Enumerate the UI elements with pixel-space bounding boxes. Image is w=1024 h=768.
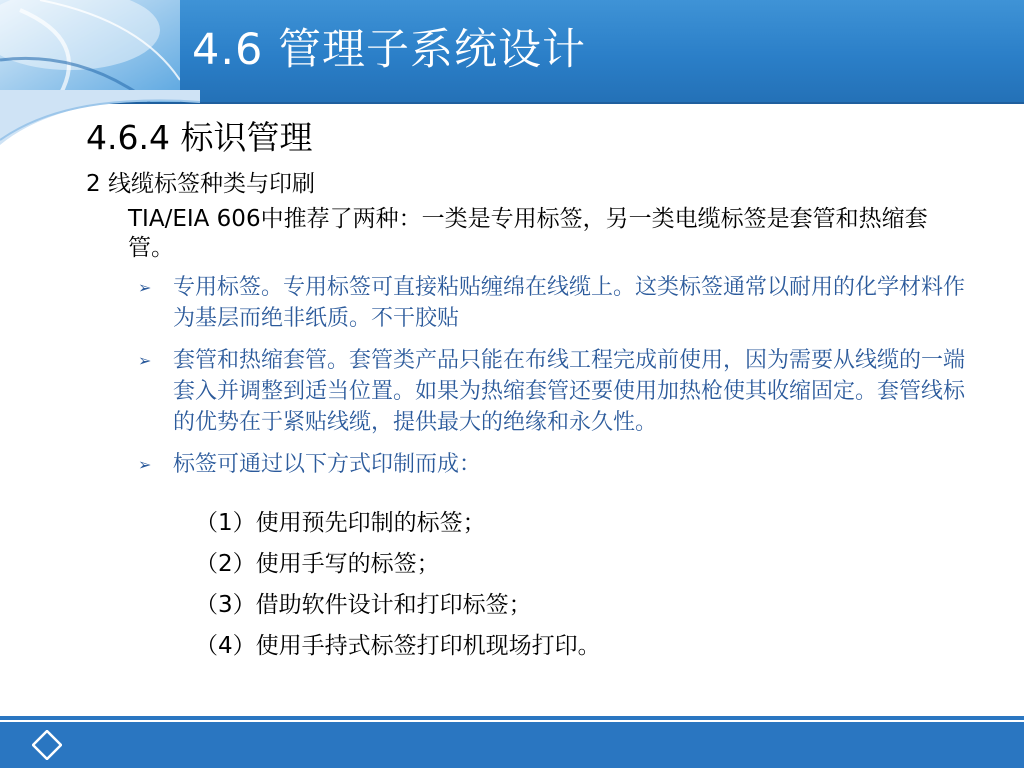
method-item: （1）使用预先印制的标签； xyxy=(195,510,486,536)
method-item: （2）使用手写的标签； xyxy=(195,551,440,577)
bullet-list xyxy=(138,272,968,491)
bullet-text: 套管和热缩套管。套管类产品只能在布线工程完成前使用，因为需要从线缆的一端套入并调整到适当位置。如果为热缩套管还要使用加热枪使其收缩固定。套管线标的优势在于紧贴线缆，提供最大的绝缘和永久性。 xyxy=(173,348,966,435)
method-item: （4）使用手持式标签打印机现场打印。 xyxy=(195,633,601,659)
method-item: （3）借助软件设计和打印标签； xyxy=(195,592,532,618)
bullet-text: 标签可通过以下方式印制而成： xyxy=(173,452,482,477)
method-list xyxy=(195,503,601,667)
bullet-text: 专用标签。专用标签可直接粘贴缠绵在线缆上。这类标签通常以耐用的化学材料作为基层而绝非纸质。不干胶贴 xyxy=(173,275,966,331)
arrow-bullet-icon: ➢ xyxy=(138,351,152,370)
bullet-item xyxy=(138,345,968,438)
arrow-bullet-icon: ➢ xyxy=(138,455,152,474)
footer-line xyxy=(0,716,1024,720)
bullet-item xyxy=(138,449,968,480)
arrow-bullet-icon: ➢ xyxy=(138,278,152,297)
section-heading: 4.6.4 标识管理 xyxy=(86,118,313,157)
slide-title: 4.6 管理子系统设计 xyxy=(192,25,587,75)
subheading: 2 线缆标签种类与印刷 xyxy=(86,171,315,197)
bullet-item xyxy=(138,272,968,334)
diamond-icon xyxy=(32,730,62,760)
intro-paragraph: TIA/EIA 606中推荐了两种：一类是专用标签，另一类电缆标签是套管和热缩套管。 xyxy=(128,206,928,261)
footer-bar xyxy=(0,722,1024,768)
header-decoration-image xyxy=(0,0,180,102)
